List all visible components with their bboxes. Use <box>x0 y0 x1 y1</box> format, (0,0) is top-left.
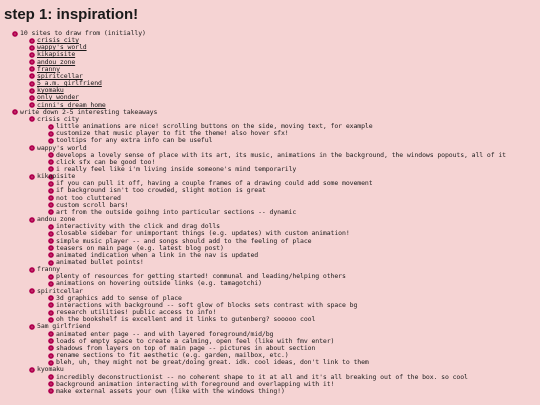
flower-icon <box>29 217 35 223</box>
flower-icon <box>12 109 18 115</box>
flower-icon <box>48 195 54 201</box>
takeaway-item-text: research utilities! public access to info! <box>56 308 217 317</box>
flower-icon <box>48 152 54 158</box>
flower-icon <box>48 374 54 380</box>
list-item-takeaways <box>12 109 536 395</box>
flower-icon <box>48 353 54 359</box>
flower-icon <box>29 324 35 330</box>
takeaway-group-name: franny <box>37 265 60 274</box>
flower-icon <box>48 338 54 344</box>
flower-icon <box>48 310 54 316</box>
takeaway-group-name: crisis city <box>37 114 79 123</box>
takeaway-group-name: kyomaku <box>37 365 64 374</box>
top-level-list <box>12 30 536 395</box>
site-link-item <box>29 87 536 94</box>
takeaway-item-text: custom scroll bars! <box>56 200 129 209</box>
takeaway-items-list <box>48 152 536 173</box>
site-link[interactable]: wappy's world <box>37 43 87 52</box>
takeaway-items-list <box>48 331 536 367</box>
flower-icon <box>48 245 54 251</box>
page-title: step 1: inspiration! <box>4 6 139 23</box>
takeaway-items-list <box>48 295 536 324</box>
site-link[interactable]: kyomaku <box>37 86 64 95</box>
flower-icon <box>48 345 54 351</box>
takeaway-group-name: 5am girlfriend <box>37 322 91 331</box>
site-link[interactable]: crisis city <box>37 36 79 45</box>
takeaway-item-text: bleh, uh, they might not be great/doing great. idk. cool ideas, don't link to them <box>56 358 369 367</box>
takeaway-items-list <box>48 374 536 395</box>
site-link-item <box>29 51 536 58</box>
takeaway-item <box>48 359 536 366</box>
flower-icon <box>48 388 54 394</box>
flower-icon <box>48 331 54 337</box>
takeaway-item-text: i really feel like i'm living inside someone's mind temporarily <box>56 164 297 173</box>
takeaway-item-text: not too cluttered <box>56 193 121 202</box>
sites-link-list <box>29 37 536 109</box>
flower-icon <box>48 159 54 165</box>
takeaway-item-text: background animation interacting with foreground and overlapping with it! <box>56 379 335 388</box>
takeaways-group-list <box>29 116 536 395</box>
takeaway-group <box>29 323 536 366</box>
takeaway-group-name: kikapisite <box>37 172 76 181</box>
takeaway-items-list <box>48 180 536 216</box>
takeaway-item-text: plenty of resources for getting started! communal and leading/helping others <box>56 272 346 281</box>
site-link[interactable]: only wonder <box>37 93 79 102</box>
takeaway-items-list <box>48 123 536 144</box>
flower-icon <box>48 274 54 280</box>
flower-icon <box>29 174 35 180</box>
takeaway-group <box>29 173 536 216</box>
site-link[interactable]: andou zone <box>37 57 76 66</box>
takeaway-group <box>29 288 536 324</box>
takeaway-group-name: wappy's world <box>37 143 87 152</box>
takeaway-item <box>48 166 536 173</box>
site-link[interactable]: cinni's dream home <box>37 100 106 109</box>
flower-icon <box>48 202 54 208</box>
flower-icon <box>48 131 54 137</box>
takeaway-item-text: 3d graphics add to sense of place <box>56 293 182 302</box>
flower-icon <box>48 188 54 194</box>
site-link-item <box>29 59 536 66</box>
takeaway-item-text: animated enter page -- and with layered foreground/mid/bg <box>56 329 274 338</box>
takeaway-item <box>48 187 536 194</box>
takeaway-item <box>48 209 536 216</box>
outline-list <box>12 30 536 395</box>
site-link-item <box>29 37 536 44</box>
flower-icon <box>29 59 35 65</box>
sites-heading: 10 sites to draw from (initially) <box>20 29 146 37</box>
flower-icon <box>29 73 35 79</box>
takeaway-item <box>48 388 536 395</box>
takeaways-heading: write down 2-5 interesting takeaways <box>20 107 158 116</box>
takeaway-group <box>29 216 536 266</box>
takeaway-group <box>29 366 536 395</box>
flower-icon <box>29 267 35 273</box>
flower-icon <box>29 45 35 51</box>
flower-icon <box>29 66 35 72</box>
takeaway-item-text: if you can pull it off, having a couple frames of a drawing could add some movement <box>56 179 373 188</box>
takeaway-item <box>48 316 536 323</box>
takeaway-item-text: shadows from layers on top of main page -- pictures in about section <box>56 343 316 352</box>
site-link-item <box>29 66 536 73</box>
takeaway-item-text: customize that music player to fit the theme! also hover sfx! <box>56 129 289 138</box>
flower-icon <box>48 252 54 258</box>
takeaway-group-name: spiritcellar <box>37 286 83 295</box>
site-link-item <box>29 44 536 51</box>
takeaway-group <box>29 266 536 287</box>
flower-icon <box>48 124 54 130</box>
takeaway-item-text: simple music player -- and songs should add to the feeling of place <box>56 236 312 245</box>
flower-icon <box>29 38 35 44</box>
takeaway-group <box>29 145 536 174</box>
takeaway-item-text: incredibly deconstructionist -- no coherent shape to it at all and it's all breaking out of the box. so cool <box>56 372 468 381</box>
takeaway-item-text: tooltips for any extra info can be useful <box>56 136 213 145</box>
takeaway-item-text: develops a lovely sense of place with its art, its music, animations in the background, the windows popouts, all of it <box>56 150 506 159</box>
takeaway-item-text: rename sections to fit aesthetic (e.g. garden, mailbox, etc.) <box>56 351 289 360</box>
site-link[interactable]: 5 a.m. girlfriend <box>37 79 102 88</box>
takeaway-item-text: teasers on main page (e.g. latest blog post) <box>56 243 224 252</box>
site-link[interactable]: spiritcellar <box>37 71 83 80</box>
takeaway-group <box>29 116 536 145</box>
flower-icon <box>29 52 35 58</box>
flower-icon <box>48 295 54 301</box>
takeaway-item-text: closable sidebar for unimportant things (e.g. updates) with custom animation! <box>56 229 350 238</box>
takeaway-item-text: animated bullet points! <box>56 258 144 266</box>
takeaway-item-text: art from the outside goihng into particular sections -- dynamic <box>56 207 297 216</box>
flower-icon <box>29 367 35 373</box>
flower-icon <box>48 302 54 308</box>
flower-icon <box>29 288 35 294</box>
takeaway-item-text: loads of empty space to create a calming, open feel (like with fmv enter) <box>56 336 335 345</box>
takeaway-item-text: interactivity with the click and drag dolls <box>56 222 220 231</box>
flower-icon <box>29 88 35 94</box>
flower-icon <box>48 381 54 387</box>
takeaway-item <box>48 137 536 144</box>
flower-icon <box>12 31 18 37</box>
flower-icon <box>29 95 35 101</box>
list-item-sites <box>12 30 536 109</box>
takeaway-item-text: click sfx can be good too! <box>56 157 156 166</box>
flower-icon <box>48 181 54 187</box>
takeaway-items-list <box>48 223 536 266</box>
flower-icon <box>48 224 54 230</box>
takeaway-item-text: oh the bookshelf is excellent and it links to gutenberg? sooooo cool <box>56 315 316 324</box>
flower-icon <box>48 238 54 244</box>
takeaway-item-text: animations on hovering outside links (e.g. tamagotchi) <box>56 279 262 288</box>
takeaway-item-text: little animations are nice! scrolling buttons on the side, moving text, for example <box>56 122 373 131</box>
takeaway-item-text: if background isn't too crowded, slight motion is great <box>56 186 266 195</box>
takeaway-item-text: make external assets your own (like with the windows thing!) <box>56 386 285 395</box>
flower-icon <box>29 81 35 87</box>
flower-icon <box>48 231 54 237</box>
takeaway-item-text: animated indication when a link in the nav is updated <box>56 250 259 259</box>
takeaway-item <box>48 259 536 266</box>
takeaway-group-name: andou zone <box>37 215 76 224</box>
site-link[interactable]: kikapisite <box>37 50 76 59</box>
takeaway-item <box>48 280 536 287</box>
site-link[interactable]: franny <box>37 64 60 73</box>
takeaway-items-list <box>48 273 536 287</box>
flower-icon <box>29 116 35 122</box>
site-link-item <box>29 80 536 87</box>
site-link-item <box>29 73 536 80</box>
flower-icon <box>29 145 35 151</box>
takeaway-item-text: interactions with background -- soft glow of blocks sets contrast with space bg <box>56 300 358 309</box>
